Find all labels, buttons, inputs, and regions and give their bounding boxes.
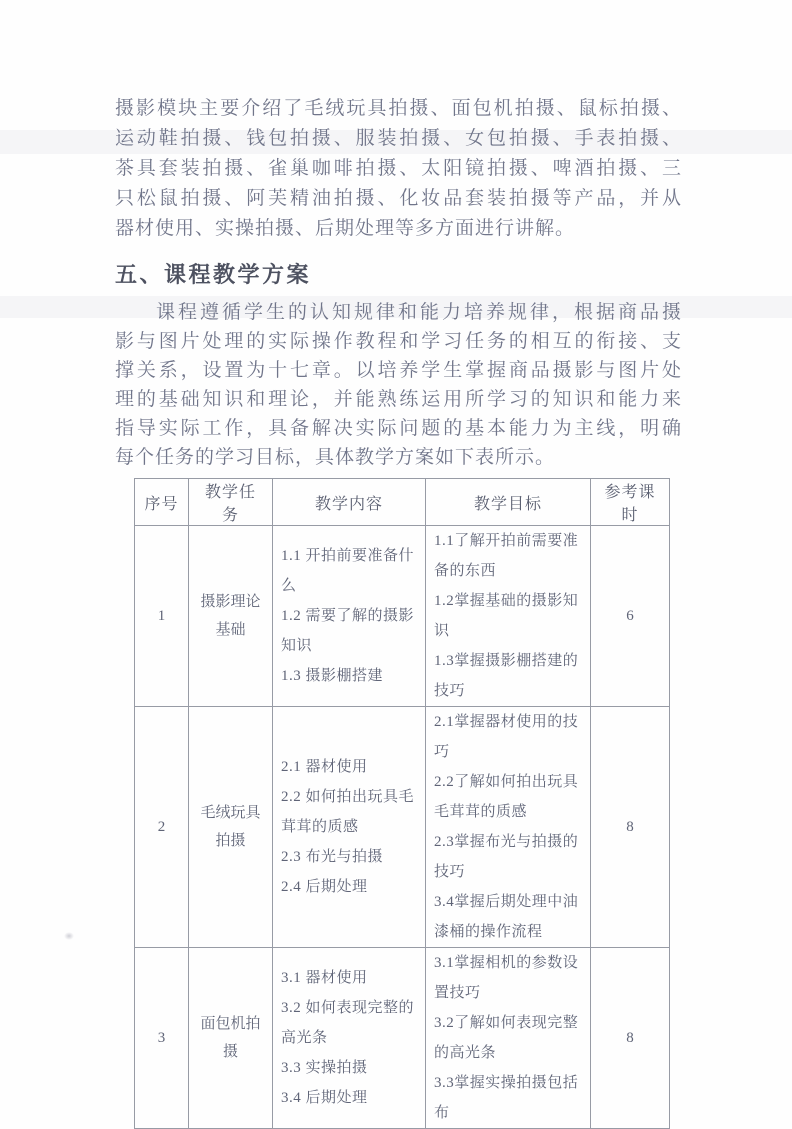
text-line: 影与图片处理的实际操作教程和学习任务的相互的衔接、支 xyxy=(115,331,682,352)
goal-item: 2.2了解如何拍出玩具毛茸茸的质感 xyxy=(434,774,579,820)
goal-item: 1.2掌握基础的摄影知识 xyxy=(434,593,579,639)
goal-item: 3.1掌握相机的参数设置技巧 xyxy=(434,955,579,1001)
content-item: 3.3 实操拍摄 xyxy=(281,1060,368,1076)
content-item: 3.4 后期处理 xyxy=(281,1090,368,1106)
content-item: 2.2 如何拍出玩具毛茸茸的质感 xyxy=(281,789,415,835)
goal-item: 1.1了解开拍前需要准备的东西 xyxy=(434,533,579,579)
goal-item: 3.2了解如何表现完整的高光条 xyxy=(434,1015,579,1061)
content-item: 2.4 后期处理 xyxy=(281,879,368,895)
text-line: 只松鼠拍摄、阿芙精油拍摄、化妆品套装拍摄等产品，并从 xyxy=(115,188,682,209)
content-item: 3.2 如何表现完整的高光条 xyxy=(281,1000,415,1046)
intro-paragraph xyxy=(115,94,682,244)
content-item: 1.3 摄影棚搭建 xyxy=(281,668,384,684)
table-row xyxy=(135,948,670,1129)
content-item: 2.1 器材使用 xyxy=(281,759,368,775)
teaching-plan-table xyxy=(134,478,670,1129)
cell-goals xyxy=(426,948,591,1129)
cell-no: 3 xyxy=(135,948,189,1129)
cell-task: 面包机拍摄 xyxy=(189,948,273,1129)
cell-task: 毛绒玩具拍摄 xyxy=(189,707,273,948)
text-line: 指导实际工作，具备解决实际问题的基本能力为主线，明确 xyxy=(115,418,682,439)
cell-hours: 6 xyxy=(591,526,670,707)
cell-content xyxy=(273,707,426,948)
goal-item: 1.3掌握摄影棚搭建的技巧 xyxy=(434,653,579,699)
cell-content xyxy=(273,948,426,1129)
column-header-no: 序号 xyxy=(135,479,189,526)
goal-item: 2.3掌握布光与拍摄的技巧 xyxy=(434,834,579,880)
text-line: 课程遵循学生的认知规律和能力培养规律，根据商品摄 xyxy=(156,302,682,323)
text-line: 运动鞋拍摄、钱包拍摄、服装拍摄、女包拍摄、手表拍摄、 xyxy=(115,128,682,149)
goal-item: 2.1掌握器材使用的技巧 xyxy=(434,714,579,760)
cell-goals xyxy=(426,707,591,948)
table-row xyxy=(135,526,670,707)
column-header-content: 教学内容 xyxy=(273,479,426,526)
column-header-hours: 参考课时 xyxy=(591,479,670,526)
goal-item: 3.4掌握后期处理中油漆桶的操作流程 xyxy=(434,894,579,940)
text-line: 茶具套装拍摄、雀巢咖啡拍摄、太阳镜拍摄、啤酒拍摄、三 xyxy=(115,158,682,179)
table-row xyxy=(135,707,670,948)
cell-goals xyxy=(426,526,591,707)
cell-task: 摄影理论基础 xyxy=(189,526,273,707)
text-line: 撑关系，设置为十七章。以培养学生掌握商品摄影与图片处 xyxy=(115,360,682,381)
cell-no: 1 xyxy=(135,526,189,707)
text-line: 摄影模块主要介绍了毛绒玩具拍摄、面包机拍摄、鼠标拍摄、 xyxy=(115,98,682,119)
text-line: 器材使用、实操拍摄、后期处理等多方面进行讲解。 xyxy=(115,218,576,239)
text-line: 每个任务的学习目标，具体教学方案如下表所示。 xyxy=(115,447,556,468)
column-header-goals: 教学目标 xyxy=(426,479,591,526)
plan-paragraph xyxy=(115,298,682,472)
text-line: 理的基础知识和理论，并能熟练运用所学习的知识和能力来 xyxy=(115,389,682,410)
table-header-row xyxy=(135,479,670,526)
cell-hours: 8 xyxy=(591,948,670,1129)
cell-no: 2 xyxy=(135,707,189,948)
content-item: 3.1 器材使用 xyxy=(281,970,368,986)
section-heading: 五、课程教学方案 xyxy=(115,262,312,287)
cell-content xyxy=(273,526,426,707)
goal-item: 3.3掌握实操拍摄包括布 xyxy=(434,1075,579,1121)
content-item: 1.2 需要了解的摄影知识 xyxy=(281,608,415,654)
column-header-task: 教学任务 xyxy=(189,479,273,526)
content-item: 2.3 布光与拍摄 xyxy=(281,849,384,865)
content-item: 1.1 开拍前要准备什么 xyxy=(281,548,415,594)
cell-hours: 8 xyxy=(591,707,670,948)
